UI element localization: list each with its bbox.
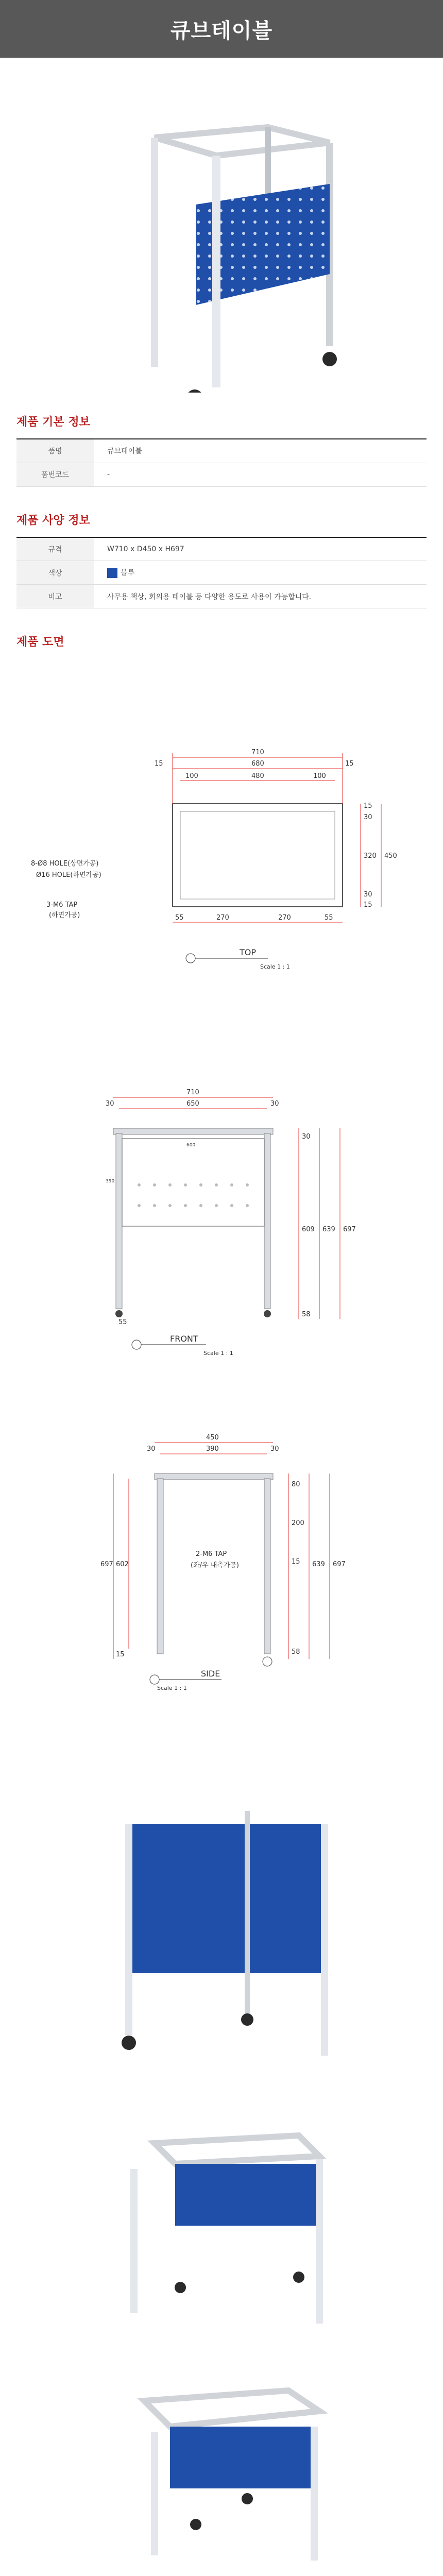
dim-b4: 55: [325, 914, 333, 922]
row-label: 규격: [16, 537, 94, 561]
note-3: 3-M6 TAP: [46, 901, 78, 909]
hero-product-image: [0, 58, 443, 393]
dim-r1: 15: [364, 802, 372, 810]
dim-r4: 30: [364, 891, 372, 899]
drawing-title: 제품 도면: [16, 636, 64, 649]
dim-fr1: 30: [302, 1133, 311, 1141]
dim-panel-w: 600: [186, 1143, 196, 1148]
dim-l2: 602: [116, 1561, 129, 1568]
view-label-front: FRONT: [170, 1334, 198, 1344]
page-title: 큐브테이블: [170, 19, 273, 43]
row-label: 품번코드: [16, 463, 94, 486]
top-view-drawing: [0, 742, 443, 1022]
dim-r3: 320: [364, 852, 377, 860]
dim-width: 450: [206, 1434, 219, 1442]
dim-sr4: 639: [312, 1561, 325, 1568]
row-value: 큐브테이블: [94, 439, 427, 463]
view-label-side: SIDE: [201, 1669, 220, 1679]
scale-top: Scale 1 : 1: [260, 963, 290, 970]
dim-fr3: 639: [322, 1226, 335, 1233]
dim-r5: 15: [364, 901, 372, 909]
dim-fr2: 609: [302, 1226, 315, 1233]
table-row: [16, 585, 427, 608]
front-view-drawing: [0, 1082, 443, 1372]
dim-l30: 30: [106, 1100, 114, 1108]
dim-sr1: 80: [292, 1481, 300, 1488]
dim-l3: 15: [116, 1651, 125, 1658]
view-label-top: TOP: [240, 947, 257, 957]
note-1: 8-Ø8 HOLE(상면가공): [31, 860, 99, 868]
table-row: [16, 537, 427, 561]
color-swatch: [107, 568, 117, 578]
dim-side-b: 15: [345, 760, 354, 768]
basic-info-title: 제품 기본 정보: [16, 416, 90, 429]
dim-sr2: 200: [292, 1519, 304, 1527]
dim-r30: 30: [270, 1100, 279, 1108]
dim-b2: 270: [216, 914, 229, 922]
page-header: [0, 0, 443, 58]
table-illustration: [0, 58, 443, 393]
dim-l30: 30: [147, 1445, 156, 1453]
dim-l1: 697: [100, 1561, 113, 1568]
dim-sr3: 15: [292, 1558, 300, 1566]
table-row: [16, 439, 427, 463]
dim-depth: 450: [384, 852, 397, 860]
spec-info-table: [16, 537, 427, 609]
row-value: 블루: [121, 569, 135, 577]
dim-bottom: 55: [118, 1318, 127, 1326]
row-label: 색상: [16, 561, 94, 585]
dim-sr6: 58: [292, 1648, 300, 1656]
side-view-drawing: [0, 1432, 443, 1713]
product-photo-3: [0, 2370, 443, 2566]
row-label: 비고: [16, 585, 94, 608]
row-label: 품명: [16, 439, 94, 463]
side-note-1: 2-M6 TAP: [196, 1550, 227, 1558]
basic-info-section: [0, 413, 443, 487]
dim-inner: 650: [186, 1100, 199, 1108]
row-value: -: [94, 463, 427, 486]
spec-info-section: [0, 512, 443, 609]
row-value: 사무용 책상, 회의용 테이블 등 다양한 용도로 사용이 가능합니다.: [94, 585, 427, 608]
note-2: Ø16 HOLE(하면가공): [36, 871, 101, 879]
dim-left100: 100: [185, 772, 198, 780]
dim-mid: 480: [251, 772, 264, 780]
dim-sr5: 697: [333, 1561, 346, 1568]
dim-width: 710: [186, 1089, 199, 1096]
basic-info-table: [16, 438, 427, 487]
product-photo-2: [0, 2102, 443, 2339]
dim-r2: 30: [364, 814, 372, 821]
dim-b3: 270: [278, 914, 291, 922]
product-photo-1: [0, 1793, 443, 2081]
dim-inner: 390: [206, 1445, 219, 1453]
scale-side: Scale 1 : 1: [157, 1685, 187, 1691]
dim-panel-h: 390: [106, 1179, 115, 1184]
table-row: [16, 561, 427, 585]
table-row: [16, 463, 427, 486]
note-4: (하면가공): [49, 911, 80, 919]
row-value: W710 x D450 x H697: [94, 537, 427, 561]
dim-side-a: 15: [155, 760, 163, 768]
dim-width: 710: [251, 749, 264, 756]
dim-b1: 55: [175, 914, 184, 922]
drawing-section: [0, 633, 443, 649]
dim-r30: 30: [270, 1445, 279, 1453]
dim-inner: 680: [251, 760, 264, 768]
side-note-2: (좌/우 내측가공): [191, 1562, 240, 1569]
dim-right100: 100: [313, 772, 326, 780]
spec-info-title: 제품 사양 정보: [16, 514, 90, 527]
dim-fr5: 58: [302, 1311, 311, 1318]
dim-fr4: 697: [343, 1226, 356, 1233]
scale-front: Scale 1 : 1: [203, 1350, 233, 1357]
